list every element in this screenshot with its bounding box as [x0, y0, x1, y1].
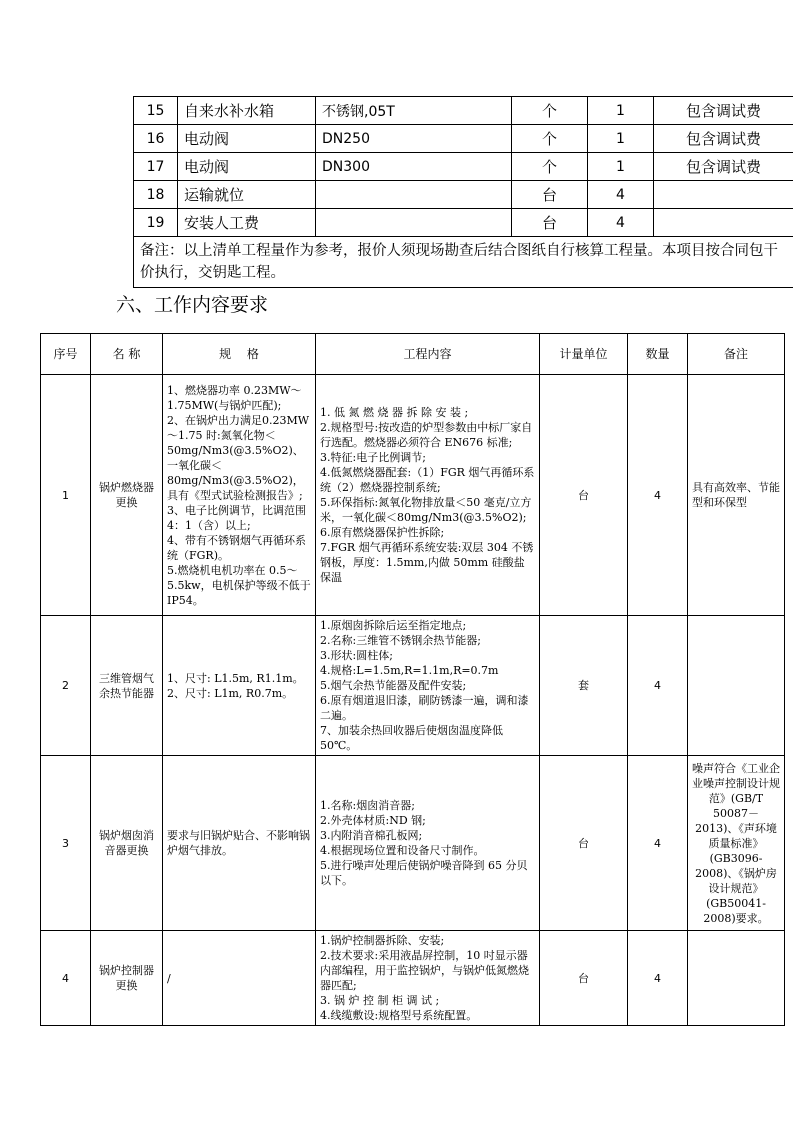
- cell-note: [688, 616, 785, 756]
- work-line: 2.规格型号:按改造的炉型参数由中标厂家自行选配。燃烧器必须符合 EN676 标准;: [320, 421, 533, 449]
- work-line: 7、加装余热回收器后使烟囱温度降低 50℃。: [320, 724, 503, 752]
- cell-no: 15: [134, 97, 178, 125]
- work-line: 4.根据现场位置和设备尺寸制作。: [320, 844, 485, 857]
- work-line: 6.原有燃烧器保护性拆除;: [320, 526, 445, 539]
- cell-work: [316, 616, 540, 756]
- spec-line: 1、燃烧器功率 0.23MW～1.75MW(与锅炉匹配);: [167, 383, 302, 412]
- spec-line: 2、在锅炉出力满足0.23MW～1.75 时:氮氧化物＜50mg/Nm3(@3.5%O2)、一氧化碳＜80mg/Nm3(@3.5%O2)，具有《型式试验检测报告》;: [167, 413, 310, 502]
- cell-name: 安装人工费: [178, 209, 316, 237]
- cell-qty: 4: [628, 375, 688, 616]
- table-row: [41, 616, 785, 756]
- table-row: [41, 931, 785, 1026]
- work-line: 3.特征:电子比例调节;: [320, 451, 426, 464]
- cell-no: 3: [41, 756, 91, 931]
- table-header-row: [41, 334, 785, 375]
- remark-text: 备注：以上清单工程量作为参考，报价人须现场勘查后结合图纸自行核算工程量。本项目按合同包干价执行，交钥匙工程。: [134, 237, 793, 288]
- cell-spec: [316, 209, 512, 237]
- table-row: [134, 153, 793, 181]
- cell-unit: 套: [540, 616, 628, 756]
- cell-spec: 不锈钢,05T: [316, 97, 512, 125]
- cell-qty: 4: [628, 931, 688, 1026]
- work-line: 2.外壳体材质:ND 钢;: [320, 814, 426, 827]
- cell-name: 三维管烟气余热节能器: [91, 616, 163, 756]
- cell-name: 锅炉控制器更换: [91, 931, 163, 1026]
- table-row: [41, 375, 785, 616]
- cell-note: 噪声符合《工业企业噪声控制设计规范》(GB/T 50087－2013)、《声环境质量标准》(GB3096-2008)、《锅炉房设计规范》(GB50041-2008)要求。: [688, 756, 785, 931]
- spec-line: 4、带有不锈钢烟气再循环系统（FGR)。: [167, 533, 306, 562]
- work-line: 4.规格:L=1.5m,R=1.1m,R=0.7m: [320, 664, 499, 677]
- cell-spec: DN300: [316, 153, 512, 181]
- cell-unit: 台: [540, 931, 628, 1026]
- cell-spec: [163, 616, 316, 756]
- table-row: [134, 209, 793, 237]
- cell-unit: 台: [512, 209, 588, 237]
- spec-line: 要求与旧锅炉贴合、不影响锅炉烟气排放。: [167, 829, 310, 857]
- work-line: 1. 低 氮 燃 烧 器 拆 除 安 装 ;: [320, 406, 469, 419]
- cell-unit: 个: [512, 153, 588, 181]
- cell-no: 2: [41, 616, 91, 756]
- cell-spec: [163, 756, 316, 931]
- remark-row: [134, 237, 793, 288]
- cell-name: 锅炉燃烧器更换: [91, 375, 163, 616]
- equipment-list-table: [133, 96, 793, 288]
- header-name: 名 称: [91, 334, 163, 375]
- work-line: 5.进行噪声处理后使锅炉噪音降到 65 分贝以下。: [320, 859, 528, 887]
- cell-work: [316, 931, 540, 1026]
- header-spec: 规 格: [163, 334, 316, 375]
- table-row: [41, 756, 785, 931]
- cell-note: 包含调试费: [654, 97, 793, 125]
- cell-name: 锅炉烟囱消音器更换: [91, 756, 163, 931]
- cell-qty: 4: [588, 209, 654, 237]
- spec-line: 1、尺寸: L1.5m, R1.1m。: [167, 671, 304, 685]
- work-line: 4.低氮燃烧器配套:（1）FGR 烟气再循环系统（2）燃烧器控制系统;: [320, 466, 535, 494]
- cell-no: 4: [41, 931, 91, 1026]
- cell-spec: [163, 375, 316, 616]
- work-line: 3.形状:圆柱体;: [320, 649, 393, 662]
- work-line: 5.环保指标:氮氧化物排放量＜50 毫克/立方米，一氧化碳＜80mg/Nm3(@3.5%O2);: [320, 496, 532, 524]
- cell-qty: 4: [628, 756, 688, 931]
- cell-note: 具有高效率、节能型和环保型: [688, 375, 785, 616]
- cell-note: [688, 931, 785, 1026]
- header-no: 序号: [41, 334, 91, 375]
- spec-line: 3、电子比例调节，比调范围 4：1（含）以上;: [167, 503, 306, 532]
- cell-note: 包含调试费: [654, 125, 793, 153]
- cell-unit: 个: [512, 125, 588, 153]
- cell-qty: 4: [628, 616, 688, 756]
- cell-qty: 4: [588, 181, 654, 209]
- cell-name: 电动阀: [178, 125, 316, 153]
- work-line: 2.名称:三维管不锈钢余热节能器;: [320, 634, 481, 647]
- work-line: 1.名称:烟囱消音器;: [320, 799, 415, 812]
- table-row: [134, 181, 793, 209]
- cell-unit: 台: [540, 756, 628, 931]
- work-line: 6.原有烟道退旧漆，刷防锈漆一遍，调和漆二遍。: [320, 694, 529, 722]
- header-unit: 计量单位: [540, 334, 628, 375]
- cell-qty: 1: [588, 153, 654, 181]
- work-line: 3. 锅 炉 控 制 柜 调 试 ;: [320, 994, 440, 1007]
- cell-work: [316, 756, 540, 931]
- work-line: 7.FGR 烟气再循环系统安装:双层 304 不锈钢板，厚度：1.5mm,内做 50mm 硅酸盐保温: [320, 541, 534, 584]
- cell-no: 19: [134, 209, 178, 237]
- cell-note: [654, 209, 793, 237]
- cell-unit: 个: [512, 97, 588, 125]
- spec-line: /: [167, 971, 171, 985]
- header-work: 工程内容: [316, 334, 540, 375]
- section-title: 六、工作内容要求: [116, 294, 269, 316]
- cell-qty: 1: [588, 97, 654, 125]
- header-qty: 数量: [628, 334, 688, 375]
- cell-note: 包含调试费: [654, 153, 793, 181]
- work-line: 5.烟气余热节能器及配件安装;: [320, 679, 467, 692]
- cell-unit: 台: [540, 375, 628, 616]
- work-line: 4.线缆敷设:规格型号系统配置。: [320, 1009, 478, 1022]
- table-row: [134, 97, 793, 125]
- work-line: 1.锅炉控制器拆除、安装;: [320, 934, 445, 947]
- work-line: 3.内附消音棉孔板网;: [320, 829, 423, 842]
- table-row: [134, 125, 793, 153]
- cell-name: 电动阀: [178, 153, 316, 181]
- cell-name: 自来水补水箱: [178, 97, 316, 125]
- cell-no: 17: [134, 153, 178, 181]
- cell-no: 18: [134, 181, 178, 209]
- cell-spec: [316, 181, 512, 209]
- cell-spec: [163, 931, 316, 1026]
- cell-note: [654, 181, 793, 209]
- cell-no: 1: [41, 375, 91, 616]
- cell-unit: 台: [512, 181, 588, 209]
- cell-qty: 1: [588, 125, 654, 153]
- spec-line: 5.燃烧机电机功率在 0.5～5.5kw，电机保护等级不低于 IP54。: [167, 563, 311, 607]
- work-line: 1.原烟囱拆除后运至指定地点;: [320, 619, 467, 632]
- work-content-table: [40, 333, 785, 1026]
- header-note: 备注: [688, 334, 785, 375]
- cell-work: [316, 375, 540, 616]
- work-line: 2.技术要求:采用液晶屏控制，10 吋显示器内部编程，用于监控锅炉，与锅炉低氮燃烧器匹配;: [320, 949, 529, 992]
- spec-line: 2、尺寸: L1m, R0.7m。: [167, 686, 294, 700]
- cell-spec: DN250: [316, 125, 512, 153]
- cell-name: 运输就位: [178, 181, 316, 209]
- cell-no: 16: [134, 125, 178, 153]
